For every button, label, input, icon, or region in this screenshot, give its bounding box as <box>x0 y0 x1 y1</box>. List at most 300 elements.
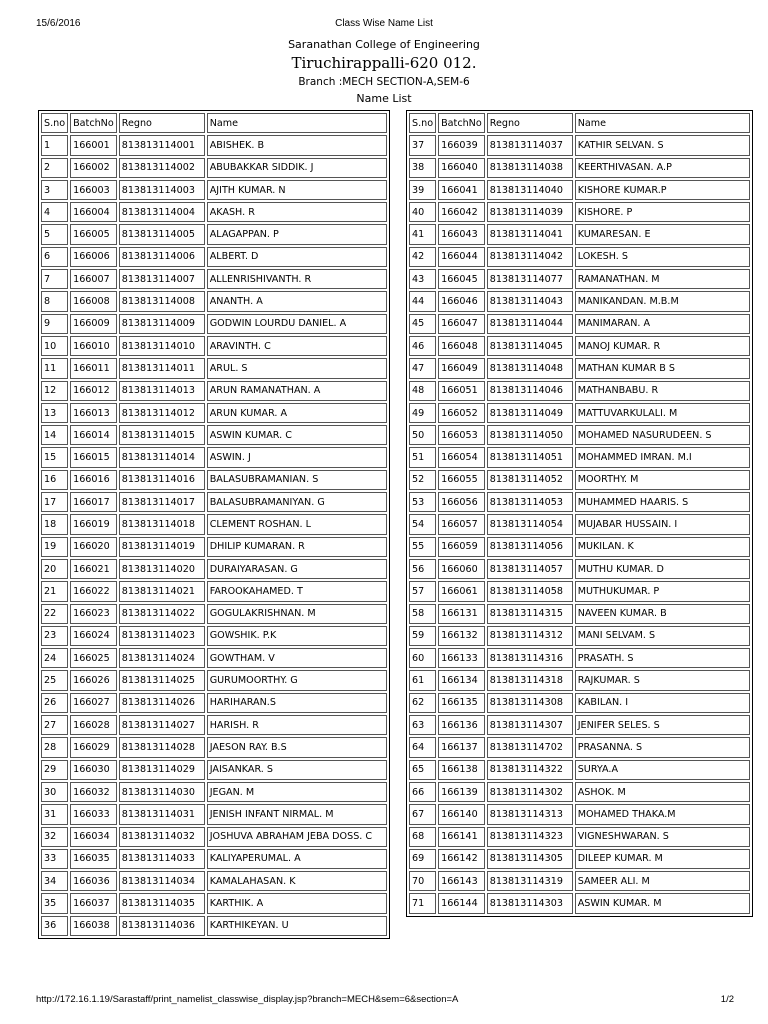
batchno-cell: 166029 <box>70 737 117 757</box>
batchno-cell: 166056 <box>438 492 485 512</box>
batchno-cell: 166002 <box>70 158 117 178</box>
batchno-cell: 166003 <box>70 180 117 200</box>
name-cell: KISHORE KUMAR.P <box>575 180 750 200</box>
sno-cell: 68 <box>409 827 436 847</box>
batchno-cell: 166144 <box>438 893 485 913</box>
name-cell: MATTUVARKULALI. M <box>575 403 750 423</box>
table-row <box>41 626 387 646</box>
table-row <box>41 916 387 936</box>
batchno-cell: 166049 <box>438 358 485 378</box>
sno-cell: 46 <box>409 336 436 356</box>
regno-cell: 813813114305 <box>487 849 573 869</box>
sno-cell: 59 <box>409 626 436 646</box>
batchno-cell: 166004 <box>70 202 117 222</box>
regno-cell: 813813114041 <box>487 224 573 244</box>
table-header-row <box>41 113 387 133</box>
name-cell: RAJKUMAR. S <box>575 670 750 690</box>
batchno-cell: 166135 <box>438 693 485 713</box>
name-cell: MOHAMED NASURUDEEN. S <box>575 425 750 445</box>
regno-cell: 813813114077 <box>487 269 573 289</box>
sno-cell: 52 <box>409 470 436 490</box>
batchno-cell: 166023 <box>70 604 117 624</box>
batchno-cell: 166036 <box>70 871 117 891</box>
regno-cell: 813813114312 <box>487 626 573 646</box>
sno-cell: 18 <box>41 514 68 534</box>
regno-cell: 813813114015 <box>119 425 205 445</box>
batchno-cell: 166060 <box>438 559 485 579</box>
sno-cell: 41 <box>409 224 436 244</box>
regno-cell: 813813114043 <box>487 291 573 311</box>
regno-cell: 813813114009 <box>119 314 205 334</box>
sno-cell: 63 <box>409 715 436 735</box>
regno-cell: 813813114023 <box>119 626 205 646</box>
table-row <box>409 247 750 267</box>
regno-cell: 813813114044 <box>487 314 573 334</box>
table-row <box>409 514 750 534</box>
table-row <box>41 403 387 423</box>
batchno-cell: 166139 <box>438 782 485 802</box>
table-row <box>41 893 387 913</box>
sno-cell: 69 <box>409 849 436 869</box>
column-header: S.no <box>41 113 68 133</box>
regno-cell: 813813114050 <box>487 425 573 445</box>
name-cell: ASWIN. J <box>207 447 387 467</box>
regno-cell: 813813114018 <box>119 514 205 534</box>
regno-cell: 813813114013 <box>119 381 205 401</box>
regno-cell: 813813114056 <box>487 537 573 557</box>
table-row <box>41 314 387 334</box>
regno-cell: 813813114024 <box>119 648 205 668</box>
regno-cell: 813813114008 <box>119 291 205 311</box>
regno-cell: 813813114022 <box>119 604 205 624</box>
sno-cell: 65 <box>409 760 436 780</box>
name-cell: KUMARESAN. E <box>575 224 750 244</box>
batchno-cell: 166041 <box>438 180 485 200</box>
column-header: BatchNo <box>438 113 485 133</box>
table-row <box>409 760 750 780</box>
name-cell: DURAIYARASAN. G <box>207 559 387 579</box>
table-row <box>409 291 750 311</box>
table-row <box>409 604 750 624</box>
batchno-cell: 166033 <box>70 804 117 824</box>
batchno-cell: 166059 <box>438 537 485 557</box>
name-cell: MATHAN KUMAR B S <box>575 358 750 378</box>
table-row <box>409 626 750 646</box>
sno-cell: 11 <box>41 358 68 378</box>
table-row <box>409 893 750 913</box>
sno-cell: 51 <box>409 447 436 467</box>
name-cell: JENIFER SELES. S <box>575 715 750 735</box>
name-cell: HARIHARAN.S <box>207 693 387 713</box>
name-cell: FAROOKAHAMED. T <box>207 581 387 601</box>
sno-cell: 26 <box>41 693 68 713</box>
sno-cell: 14 <box>41 425 68 445</box>
name-cell: JOSHUVA ABRAHAM JEBA DOSS. C <box>207 827 387 847</box>
batchno-cell: 166061 <box>438 581 485 601</box>
table-row <box>41 715 387 735</box>
table-row <box>409 737 750 757</box>
table-row <box>41 291 387 311</box>
batchno-cell: 166020 <box>70 537 117 557</box>
table-row <box>409 269 750 289</box>
sno-cell: 64 <box>409 737 436 757</box>
name-table-right <box>406 110 753 917</box>
table-row <box>409 871 750 891</box>
column-header: Regno <box>487 113 573 133</box>
batchno-cell: 166141 <box>438 827 485 847</box>
name-cell: ABISHEK. B <box>207 135 387 155</box>
sno-cell: 13 <box>41 403 68 423</box>
table-row <box>41 425 387 445</box>
name-cell: ARUL. S <box>207 358 387 378</box>
table-row <box>41 670 387 690</box>
table-row <box>41 492 387 512</box>
batchno-cell: 166013 <box>70 403 117 423</box>
table-row <box>409 158 750 178</box>
sno-cell: 31 <box>41 804 68 824</box>
sno-cell: 6 <box>41 247 68 267</box>
batchno-cell: 166014 <box>70 425 117 445</box>
regno-cell: 813813114038 <box>487 158 573 178</box>
name-cell: MUKILAN. K <box>575 537 750 557</box>
name-cell: GOGULAKRISHNAN. M <box>207 604 387 624</box>
column-header: Regno <box>119 113 205 133</box>
branch-section: Branch :MECH SECTION-A,SEM-6 <box>298 76 470 88</box>
sno-cell: 54 <box>409 514 436 534</box>
college-address: Tiruchirappalli-620 012. <box>291 54 477 72</box>
batchno-cell: 166028 <box>70 715 117 735</box>
name-cell: ARUN KUMAR. A <box>207 403 387 423</box>
name-cell: MANIMARAN. A <box>575 314 750 334</box>
sno-cell: 2 <box>41 158 68 178</box>
sno-cell: 58 <box>409 604 436 624</box>
table-row <box>41 247 387 267</box>
name-cell: ANANTH. A <box>207 291 387 311</box>
regno-cell: 813813114010 <box>119 336 205 356</box>
name-cell: MUTHU KUMAR. D <box>575 559 750 579</box>
name-cell: NAVEEN KUMAR. B <box>575 604 750 624</box>
sno-cell: 5 <box>41 224 68 244</box>
sno-cell: 42 <box>409 247 436 267</box>
name-cell: KAMALAHASAN. K <box>207 871 387 891</box>
batchno-cell: 166137 <box>438 737 485 757</box>
table-row <box>41 737 387 757</box>
name-cell: ASHOK. M <box>575 782 750 802</box>
table-row <box>409 336 750 356</box>
sno-cell: 8 <box>41 291 68 311</box>
list-title: Name List <box>356 92 412 105</box>
name-cell: HARISH. R <box>207 715 387 735</box>
name-cell: GOWSHIK. P.K <box>207 626 387 646</box>
table-row <box>41 648 387 668</box>
regno-cell: 813813114003 <box>119 180 205 200</box>
regno-cell: 813813114046 <box>487 381 573 401</box>
table-row <box>41 381 387 401</box>
sno-cell: 28 <box>41 737 68 757</box>
table-header-row <box>409 113 750 133</box>
regno-cell: 813813114004 <box>119 202 205 222</box>
name-cell: KABILAN. I <box>575 693 750 713</box>
regno-cell: 813813114048 <box>487 358 573 378</box>
batchno-cell: 166032 <box>70 782 117 802</box>
table-row <box>41 559 387 579</box>
regno-cell: 813813114016 <box>119 470 205 490</box>
batchno-cell: 166039 <box>438 135 485 155</box>
name-table-left <box>38 110 390 939</box>
name-cell: MUTHUKUMAR. P <box>575 581 750 601</box>
table-row <box>409 425 750 445</box>
table-row <box>409 492 750 512</box>
table-row <box>409 403 750 423</box>
name-cell: PRASATH. S <box>575 648 750 668</box>
regno-cell: 813813114049 <box>487 403 573 423</box>
table-row <box>409 224 750 244</box>
table-row <box>409 782 750 802</box>
college-name: Saranathan College of Engineering <box>288 38 480 51</box>
table-row <box>41 693 387 713</box>
name-cell: LOKESH. S <box>575 247 750 267</box>
regno-cell: 813813114042 <box>487 247 573 267</box>
sno-cell: 21 <box>41 581 68 601</box>
name-cell: ARAVINTH. C <box>207 336 387 356</box>
name-cell: KARTHIK. A <box>207 893 387 913</box>
name-cell: MOHAMMED IMRAN. M.I <box>575 447 750 467</box>
regno-cell: 813813114029 <box>119 760 205 780</box>
batchno-cell: 166010 <box>70 336 117 356</box>
table-row <box>409 180 750 200</box>
table-row <box>409 849 750 869</box>
batchno-cell: 166005 <box>70 224 117 244</box>
regno-cell: 813813114303 <box>487 893 573 913</box>
regno-cell: 813813114021 <box>119 581 205 601</box>
sno-cell: 3 <box>41 180 68 200</box>
name-cell: SURYA.A <box>575 760 750 780</box>
sno-cell: 27 <box>41 715 68 735</box>
batchno-cell: 166043 <box>438 224 485 244</box>
name-cell: MUHAMMED HAARIS. S <box>575 492 750 512</box>
batchno-cell: 166052 <box>438 403 485 423</box>
regno-cell: 813813114322 <box>487 760 573 780</box>
regno-cell: 813813114014 <box>119 447 205 467</box>
name-cell: JAISANKAR. S <box>207 760 387 780</box>
batchno-cell: 166035 <box>70 849 117 869</box>
sno-cell: 39 <box>409 180 436 200</box>
batchno-cell: 166027 <box>70 693 117 713</box>
regno-cell: 813813114045 <box>487 336 573 356</box>
regno-cell: 813813114028 <box>119 737 205 757</box>
table-row <box>41 514 387 534</box>
name-cell: JAESON RAY. B.S <box>207 737 387 757</box>
batchno-cell: 166026 <box>70 670 117 690</box>
regno-cell: 813813114036 <box>119 916 205 936</box>
regno-cell: 813813114054 <box>487 514 573 534</box>
batchno-cell: 166034 <box>70 827 117 847</box>
table-row <box>409 135 750 155</box>
batchno-cell: 166143 <box>438 871 485 891</box>
name-cell: RAMANATHAN. M <box>575 269 750 289</box>
regno-cell: 813813114027 <box>119 715 205 735</box>
regno-cell: 813813114315 <box>487 604 573 624</box>
name-cell: MANIKANDAN. M.B.M <box>575 291 750 311</box>
batchno-cell: 166042 <box>438 202 485 222</box>
batchno-cell: 166045 <box>438 269 485 289</box>
sno-cell: 38 <box>409 158 436 178</box>
sno-cell: 32 <box>41 827 68 847</box>
regno-cell: 813813114019 <box>119 537 205 557</box>
name-cell: AJITH KUMAR. N <box>207 180 387 200</box>
table-row <box>41 135 387 155</box>
table-row <box>409 447 750 467</box>
table-row <box>41 581 387 601</box>
name-cell: BALASUBRAMANIYAN. G <box>207 492 387 512</box>
table-row <box>409 381 750 401</box>
batchno-cell: 166011 <box>70 358 117 378</box>
batchno-cell: 166134 <box>438 670 485 690</box>
sno-cell: 50 <box>409 425 436 445</box>
batchno-cell: 166021 <box>70 559 117 579</box>
regno-cell: 813813114001 <box>119 135 205 155</box>
sno-cell: 10 <box>41 336 68 356</box>
regno-cell: 813813114034 <box>119 871 205 891</box>
sno-cell: 24 <box>41 648 68 668</box>
sno-cell: 4 <box>41 202 68 222</box>
batchno-cell: 166038 <box>70 916 117 936</box>
table-row <box>41 269 387 289</box>
regno-cell: 813813114035 <box>119 893 205 913</box>
batchno-cell: 166132 <box>438 626 485 646</box>
batchno-cell: 166015 <box>70 447 117 467</box>
table-row <box>41 358 387 378</box>
regno-cell: 813813114025 <box>119 670 205 690</box>
regno-cell: 813813114057 <box>487 559 573 579</box>
batchno-cell: 166044 <box>438 247 485 267</box>
regno-cell: 813813114051 <box>487 447 573 467</box>
batchno-cell: 166025 <box>70 648 117 668</box>
name-cell: JENISH INFANT NIRMAL. M <box>207 804 387 824</box>
sno-cell: 25 <box>41 670 68 690</box>
name-cell: CLEMENT ROSHAN. L <box>207 514 387 534</box>
sno-cell: 44 <box>409 291 436 311</box>
table-row <box>409 804 750 824</box>
sno-cell: 48 <box>409 381 436 401</box>
table-row <box>409 314 750 334</box>
batchno-cell: 166133 <box>438 648 485 668</box>
sno-cell: 71 <box>409 893 436 913</box>
regno-cell: 813813114020 <box>119 559 205 579</box>
table-row <box>409 202 750 222</box>
name-cell: MOHAMED THAKA.M <box>575 804 750 824</box>
table-row <box>409 470 750 490</box>
table-row <box>41 180 387 200</box>
sno-cell: 49 <box>409 403 436 423</box>
regno-cell: 813813114017 <box>119 492 205 512</box>
sno-cell: 62 <box>409 693 436 713</box>
regno-cell: 813813114319 <box>487 871 573 891</box>
regno-cell: 813813114040 <box>487 180 573 200</box>
name-cell: ALAGAPPAN. P <box>207 224 387 244</box>
table-row <box>409 715 750 735</box>
table-row <box>409 827 750 847</box>
sno-cell: 57 <box>409 581 436 601</box>
sno-cell: 23 <box>41 626 68 646</box>
regno-cell: 813813114313 <box>487 804 573 824</box>
batchno-cell: 166017 <box>70 492 117 512</box>
regno-cell: 813813114002 <box>119 158 205 178</box>
table-row <box>41 447 387 467</box>
regno-cell: 813813114058 <box>487 581 573 601</box>
page-number: 1/2 <box>720 994 734 1005</box>
page-url: http://172.16.1.19/Sarastaff/print_namelist_classwise_display.jsp?branch=MECH&sem=6&section=A <box>36 994 459 1005</box>
name-cell: ARUN RAMANATHAN. A <box>207 381 387 401</box>
sno-cell: 60 <box>409 648 436 668</box>
name-cell: ABUBAKKAR SIDDIK. J <box>207 158 387 178</box>
table-row <box>41 760 387 780</box>
table-row <box>409 581 750 601</box>
table-row <box>41 202 387 222</box>
column-header: BatchNo <box>70 113 117 133</box>
sno-cell: 9 <box>41 314 68 334</box>
regno-cell: 813813114323 <box>487 827 573 847</box>
name-cell: ASWIN KUMAR. C <box>207 425 387 445</box>
regno-cell: 813813114302 <box>487 782 573 802</box>
name-cell: ASWIN KUMAR. M <box>575 893 750 913</box>
regno-cell: 813813114026 <box>119 693 205 713</box>
table-row <box>409 358 750 378</box>
name-cell: KATHIR SELVAN. S <box>575 135 750 155</box>
sno-cell: 19 <box>41 537 68 557</box>
sno-cell: 40 <box>409 202 436 222</box>
batchno-cell: 166001 <box>70 135 117 155</box>
sno-cell: 7 <box>41 269 68 289</box>
column-header: S.no <box>409 113 436 133</box>
batchno-cell: 166016 <box>70 470 117 490</box>
name-cell: VIGNESHWARAN. S <box>575 827 750 847</box>
print-date: 15/6/2016 <box>36 18 81 29</box>
regno-cell: 813813114053 <box>487 492 573 512</box>
name-cell: AKASH. R <box>207 202 387 222</box>
name-cell: KARTHIKEYAN. U <box>207 916 387 936</box>
batchno-cell: 166030 <box>70 760 117 780</box>
table-row <box>41 604 387 624</box>
sno-cell: 61 <box>409 670 436 690</box>
table-row <box>409 693 750 713</box>
table-row <box>41 871 387 891</box>
batchno-cell: 166053 <box>438 425 485 445</box>
regno-cell: 813813114033 <box>119 849 205 869</box>
sno-cell: 34 <box>41 871 68 891</box>
batchno-cell: 166131 <box>438 604 485 624</box>
name-cell: KISHORE. P <box>575 202 750 222</box>
name-cell: MOORTHY. M <box>575 470 750 490</box>
table-row <box>41 827 387 847</box>
regno-cell: 813813114316 <box>487 648 573 668</box>
batchno-cell: 166037 <box>70 893 117 913</box>
sno-cell: 12 <box>41 381 68 401</box>
name-cell: ALBERT. D <box>207 247 387 267</box>
sno-cell: 22 <box>41 604 68 624</box>
sno-cell: 17 <box>41 492 68 512</box>
regno-cell: 813813114007 <box>119 269 205 289</box>
name-cell: MUJABAR HUSSAIN. I <box>575 514 750 534</box>
batchno-cell: 166046 <box>438 291 485 311</box>
name-cell: KEERTHIVASAN. A.P <box>575 158 750 178</box>
batchno-cell: 166047 <box>438 314 485 334</box>
batchno-cell: 166024 <box>70 626 117 646</box>
sno-cell: 15 <box>41 447 68 467</box>
regno-cell: 813813114012 <box>119 403 205 423</box>
table-row <box>409 648 750 668</box>
table-row <box>41 158 387 178</box>
